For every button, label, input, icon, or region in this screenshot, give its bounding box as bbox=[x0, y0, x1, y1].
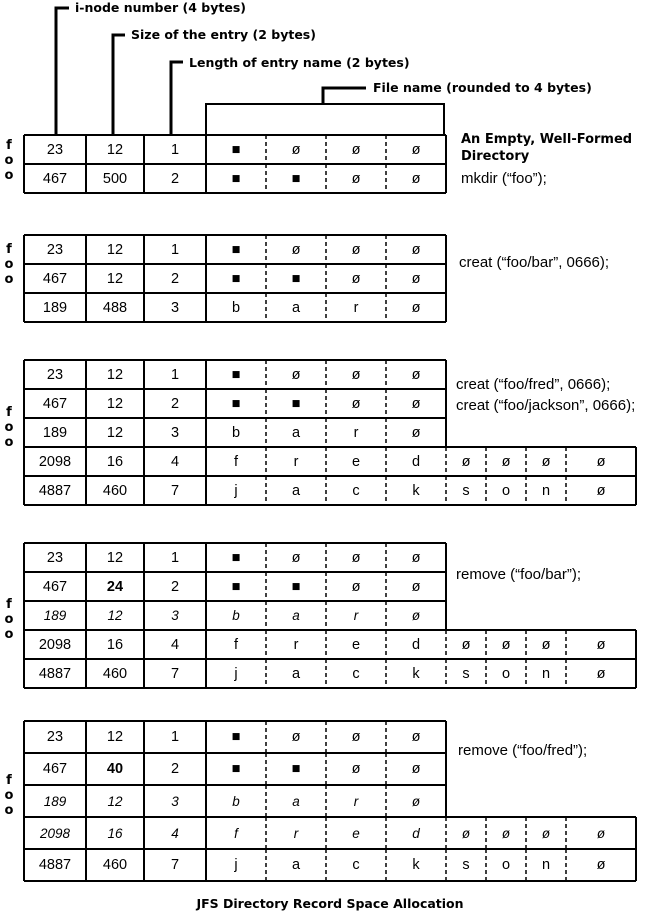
used-marker-cell: ■ bbox=[231, 366, 241, 383]
size-cell: 488 bbox=[102, 299, 128, 316]
namelen-cell: 1 bbox=[170, 141, 180, 158]
null-byte-cell: ø bbox=[411, 793, 421, 809]
name-char-cell: r bbox=[293, 825, 299, 841]
name-char-cell: a bbox=[292, 793, 300, 809]
null-byte-cell: ø bbox=[411, 424, 421, 441]
namelen-cell: 7 bbox=[170, 665, 180, 682]
used-marker-cell: ■ bbox=[291, 761, 301, 777]
name-char-cell: a bbox=[291, 299, 301, 316]
namelen-cell: 2 bbox=[170, 170, 180, 187]
inode-cell: 467 bbox=[42, 270, 68, 287]
header-filename: File name (rounded to 4 bytes) bbox=[373, 80, 592, 95]
size-cell: 500 bbox=[102, 170, 128, 187]
null-byte-cell: ø bbox=[291, 729, 301, 745]
inode-cell: 467 bbox=[42, 170, 68, 187]
namelen-cell: 3 bbox=[171, 608, 179, 623]
name-char-cell: s bbox=[462, 857, 470, 873]
null-byte-cell: ø bbox=[411, 299, 421, 316]
inode-cell: 4887 bbox=[38, 857, 72, 873]
namelen-cell: 3 bbox=[171, 793, 179, 809]
operation-label: Directory bbox=[461, 149, 530, 164]
null-byte-cell: ø bbox=[351, 241, 361, 258]
inode-cell: 2098 bbox=[38, 453, 72, 470]
name-char-cell: o bbox=[501, 482, 511, 499]
inode-cell: 467 bbox=[42, 395, 68, 412]
null-byte-cell: ø bbox=[291, 241, 301, 258]
used-marker-cell: ■ bbox=[291, 270, 301, 287]
null-byte-cell: ø bbox=[291, 366, 301, 383]
namelen-cell: 3 bbox=[170, 299, 180, 316]
name-char-cell: a bbox=[291, 424, 301, 441]
name-char-cell: a bbox=[292, 608, 300, 623]
operation-label: An Empty, Well-Formed bbox=[461, 132, 633, 147]
null-byte-cell: ø bbox=[411, 608, 421, 623]
name-char-cell: n bbox=[541, 857, 551, 873]
namelen-cell: 2 bbox=[170, 395, 180, 412]
null-byte-cell: ø bbox=[411, 141, 421, 158]
operation-label: mkdir (“foo”); bbox=[461, 170, 547, 187]
null-byte-cell: ø bbox=[411, 241, 421, 258]
name-char-cell: e bbox=[351, 453, 361, 470]
null-byte-cell: ø bbox=[596, 482, 606, 499]
name-char-cell: b bbox=[232, 608, 240, 623]
name-char-cell: f bbox=[233, 636, 239, 653]
namelen-cell: 2 bbox=[170, 270, 180, 287]
null-byte-cell: ø bbox=[596, 825, 606, 841]
used-marker-cell: ■ bbox=[231, 395, 241, 412]
inode-cell: 189 bbox=[42, 424, 68, 441]
null-byte-cell: ø bbox=[411, 270, 421, 287]
inode-cell: 189 bbox=[42, 299, 68, 316]
null-byte-cell: ø bbox=[351, 395, 361, 412]
name-char-cell: n bbox=[541, 665, 551, 682]
name-char-cell: r bbox=[293, 636, 299, 653]
used-marker-cell: ■ bbox=[291, 170, 301, 187]
size-cell: 16 bbox=[106, 453, 124, 470]
used-marker-cell: ■ bbox=[231, 578, 241, 595]
size-cell: 12 bbox=[106, 549, 124, 566]
name-char-cell: o bbox=[501, 665, 511, 682]
size-cell: 24 bbox=[106, 578, 124, 595]
figure-caption: JFS Directory Record Space Allocation bbox=[196, 896, 464, 911]
directory-name-label: f o o bbox=[4, 773, 14, 818]
null-byte-cell: ø bbox=[501, 825, 511, 841]
operation-label: creat (“foo/fred”, 0666); bbox=[456, 376, 611, 393]
name-char-cell: j bbox=[234, 665, 238, 682]
null-byte-cell: ø bbox=[461, 825, 471, 841]
inode-cell: 23 bbox=[46, 141, 64, 158]
name-char-cell: r bbox=[353, 608, 359, 623]
used-marker-cell: ■ bbox=[231, 170, 241, 187]
name-char-cell: b bbox=[231, 299, 241, 316]
size-cell: 12 bbox=[106, 395, 124, 412]
size-cell: 12 bbox=[106, 270, 124, 287]
header-inode: i-node number (4 bytes) bbox=[75, 0, 246, 15]
inode-cell: 2098 bbox=[39, 825, 71, 841]
name-char-cell: b bbox=[231, 424, 241, 441]
null-byte-cell: ø bbox=[411, 395, 421, 412]
inode-cell: 2098 bbox=[38, 636, 72, 653]
null-byte-cell: ø bbox=[411, 549, 421, 566]
directory-name-label: f o o bbox=[4, 597, 14, 642]
size-cell: 12 bbox=[106, 424, 124, 441]
name-char-cell: n bbox=[541, 482, 551, 499]
used-marker-cell: ■ bbox=[231, 549, 241, 566]
operation-label: creat (“foo/jackson”, 0666); bbox=[456, 397, 636, 414]
name-char-cell: k bbox=[412, 482, 420, 499]
name-char-cell: s bbox=[462, 482, 470, 499]
name-char-cell: c bbox=[352, 665, 360, 682]
null-byte-cell: ø bbox=[411, 729, 421, 745]
directory-name-label: f o o bbox=[4, 242, 14, 287]
inode-cell: 4887 bbox=[38, 482, 72, 499]
size-cell: 12 bbox=[106, 729, 124, 745]
size-cell: 16 bbox=[106, 636, 124, 653]
used-marker-cell: ■ bbox=[231, 729, 241, 745]
name-char-cell: c bbox=[352, 857, 360, 873]
inode-cell: 23 bbox=[46, 729, 64, 745]
null-byte-cell: ø bbox=[291, 549, 301, 566]
name-char-cell: e bbox=[352, 825, 360, 841]
null-byte-cell: ø bbox=[596, 665, 606, 682]
name-char-cell: k bbox=[412, 665, 420, 682]
null-byte-cell: ø bbox=[541, 453, 551, 470]
header-size: Size of the entry (2 bytes) bbox=[131, 27, 316, 42]
null-byte-cell: ø bbox=[351, 761, 361, 777]
namelen-cell: 1 bbox=[170, 729, 180, 745]
namelen-cell: 1 bbox=[170, 241, 180, 258]
name-char-cell: f bbox=[233, 453, 239, 470]
name-char-cell: s bbox=[462, 665, 470, 682]
size-cell: 460 bbox=[102, 857, 128, 873]
size-cell: 16 bbox=[107, 825, 123, 841]
size-cell: 12 bbox=[107, 608, 123, 623]
null-byte-cell: ø bbox=[351, 270, 361, 287]
name-char-cell: j bbox=[234, 857, 238, 873]
null-byte-cell: ø bbox=[461, 453, 471, 470]
inode-cell: 23 bbox=[46, 241, 64, 258]
name-char-cell: a bbox=[291, 665, 301, 682]
used-marker-cell: ■ bbox=[231, 141, 241, 158]
size-cell: 12 bbox=[107, 793, 123, 809]
operation-label: remove (“foo/fred”); bbox=[458, 742, 588, 759]
name-char-cell: o bbox=[501, 857, 511, 873]
null-byte-cell: ø bbox=[501, 636, 511, 653]
name-char-cell: r bbox=[353, 424, 359, 441]
operation-label: creat (“foo/bar”, 0666); bbox=[459, 254, 610, 271]
null-byte-cell: ø bbox=[351, 549, 361, 566]
null-byte-cell: ø bbox=[596, 636, 606, 653]
inode-cell: 4887 bbox=[38, 665, 72, 682]
used-marker-cell: ■ bbox=[291, 578, 301, 595]
size-cell: 460 bbox=[102, 665, 128, 682]
name-char-cell: a bbox=[291, 857, 301, 873]
name-char-cell: d bbox=[411, 453, 421, 470]
name-char-cell: f bbox=[234, 825, 238, 841]
size-cell: 40 bbox=[106, 761, 124, 777]
null-byte-cell: ø bbox=[596, 453, 606, 470]
null-byte-cell: ø bbox=[596, 857, 606, 873]
inode-cell: 189 bbox=[43, 793, 67, 809]
name-char-cell: k bbox=[412, 857, 420, 873]
namelen-cell: 2 bbox=[170, 761, 180, 777]
name-char-cell: r bbox=[353, 299, 359, 316]
null-byte-cell: ø bbox=[411, 366, 421, 383]
null-byte-cell: ø bbox=[351, 366, 361, 383]
namelen-cell: 4 bbox=[170, 453, 180, 470]
null-byte-cell: ø bbox=[411, 578, 421, 595]
null-byte-cell: ø bbox=[291, 141, 301, 158]
namelen-cell: 7 bbox=[170, 482, 180, 499]
namelen-cell: 4 bbox=[170, 636, 180, 653]
used-marker-cell: ■ bbox=[291, 395, 301, 412]
size-cell: 12 bbox=[106, 241, 124, 258]
null-byte-cell: ø bbox=[541, 636, 551, 653]
null-byte-cell: ø bbox=[501, 453, 511, 470]
name-char-cell: e bbox=[351, 636, 361, 653]
namelen-cell: 1 bbox=[170, 549, 180, 566]
null-byte-cell: ø bbox=[541, 825, 551, 841]
name-char-cell: r bbox=[353, 793, 359, 809]
name-char-cell: b bbox=[232, 793, 240, 809]
name-char-cell: d bbox=[412, 825, 420, 841]
name-char-cell: d bbox=[411, 636, 421, 653]
null-byte-cell: ø bbox=[411, 761, 421, 777]
inode-cell: 467 bbox=[42, 578, 68, 595]
namelen-cell: 3 bbox=[170, 424, 180, 441]
used-marker-cell: ■ bbox=[231, 241, 241, 258]
size-cell: 12 bbox=[106, 366, 124, 383]
null-byte-cell: ø bbox=[351, 170, 361, 187]
name-char-cell: c bbox=[352, 482, 360, 499]
namelen-cell: 7 bbox=[170, 857, 180, 873]
size-cell: 12 bbox=[106, 141, 124, 158]
inode-cell: 23 bbox=[46, 549, 64, 566]
null-byte-cell: ø bbox=[351, 578, 361, 595]
header-namelen: Length of entry name (2 bytes) bbox=[189, 55, 410, 70]
used-marker-cell: ■ bbox=[231, 270, 241, 287]
name-char-cell: r bbox=[293, 453, 299, 470]
name-char-cell: j bbox=[234, 482, 238, 499]
directory-name-label: f o o bbox=[4, 405, 14, 450]
used-marker-cell: ■ bbox=[231, 761, 241, 777]
inode-cell: 467 bbox=[42, 761, 68, 777]
namelen-cell: 1 bbox=[170, 366, 180, 383]
name-char-cell: a bbox=[291, 482, 301, 499]
operation-label: remove (“foo/bar”); bbox=[456, 566, 582, 583]
namelen-cell: 4 bbox=[171, 825, 179, 841]
inode-cell: 23 bbox=[46, 366, 64, 383]
directory-name-label: f o o bbox=[4, 138, 14, 183]
null-byte-cell: ø bbox=[351, 141, 361, 158]
inode-cell: 189 bbox=[43, 608, 67, 623]
null-byte-cell: ø bbox=[351, 729, 361, 745]
size-cell: 460 bbox=[102, 482, 128, 499]
namelen-cell: 2 bbox=[170, 578, 180, 595]
null-byte-cell: ø bbox=[411, 170, 421, 187]
null-byte-cell: ø bbox=[461, 636, 471, 653]
